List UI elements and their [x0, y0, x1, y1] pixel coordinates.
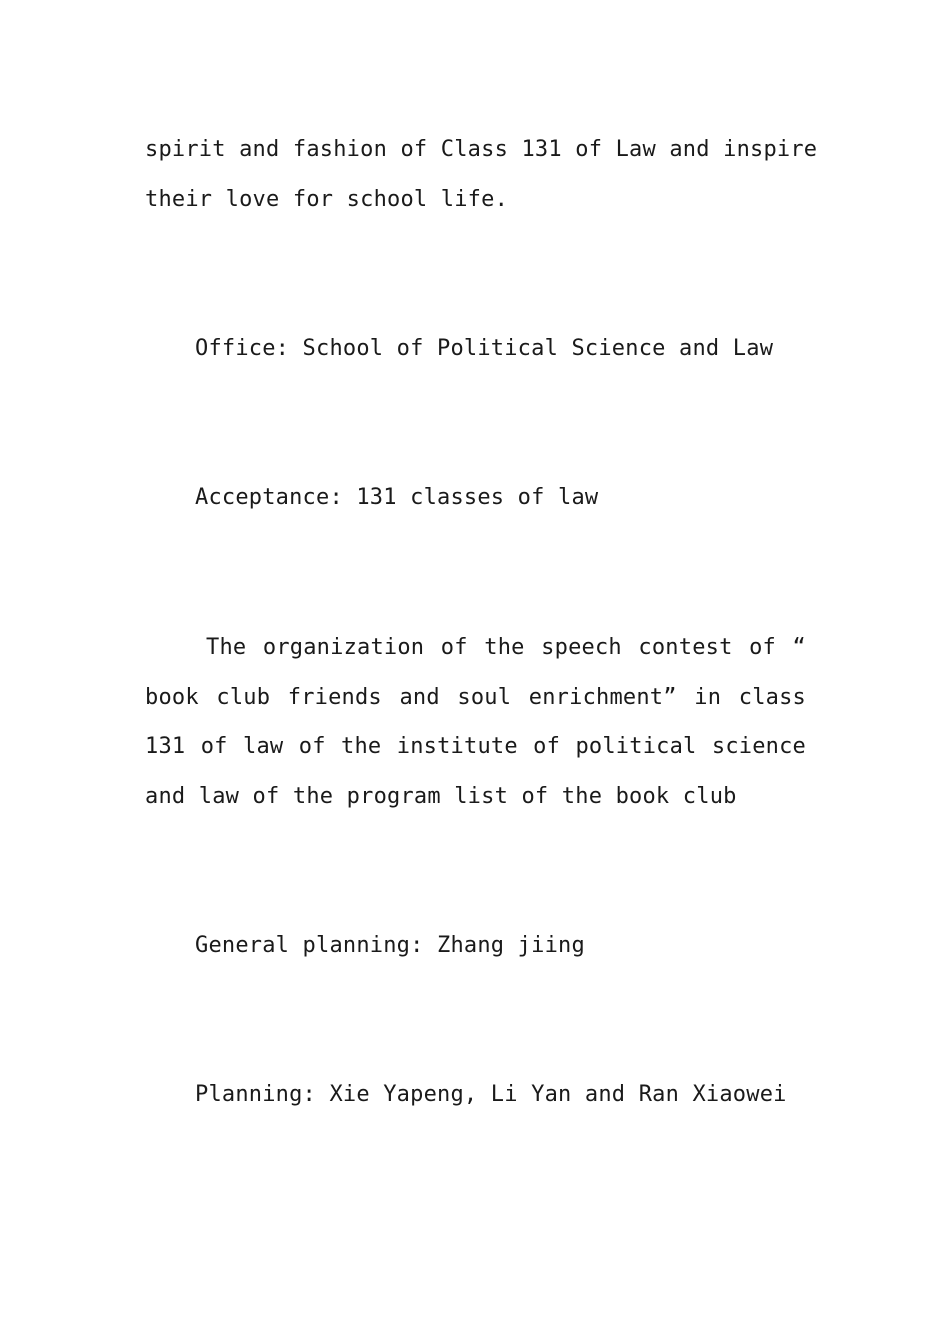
text-line: Planning: Xie Yapeng, Li Yan and Ran Xiaowei — [195, 1082, 787, 1107]
text-line: General planning: Zhang jiing — [195, 933, 585, 958]
text-line: The organization of the speech contest of “ — [206, 635, 806, 660]
text-line: spirit and fashion of Class 131 of Law and inspire — [145, 137, 818, 162]
text-line: 131 of law of the institute of political science — [145, 734, 806, 759]
text-line: their love for school life. — [145, 187, 509, 212]
text-line: book club friends and soul enrichment” in class — [145, 685, 806, 710]
text-line: and law of the program list of the book club — [145, 784, 737, 809]
text-line: Office: School of Political Science and Law — [195, 336, 774, 361]
text-line: Acceptance: 131 classes of law — [195, 485, 599, 510]
